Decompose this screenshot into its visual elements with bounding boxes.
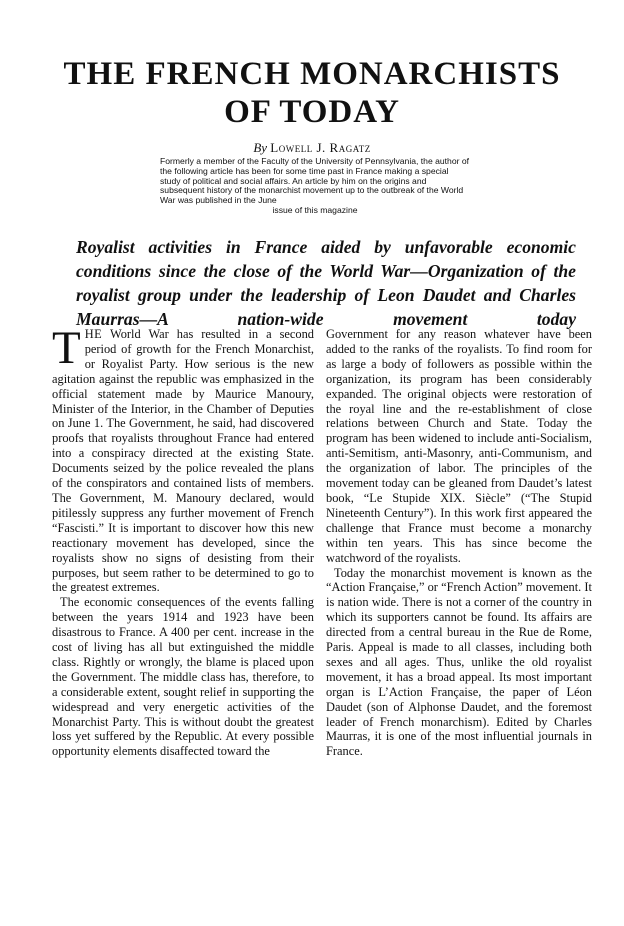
author-note-last-line: issue of this magazine <box>272 204 358 215</box>
byline-prefix: By <box>253 140 268 155</box>
article-title-line-2: OF TODAY <box>224 94 400 130</box>
article-title-line-1: THE FRENCH MONARCHISTS <box>63 56 561 92</box>
right-paragraph-2: Today the monarchist movement is known as the “Action Française,” or “French Action” movement. It is nation wide. There is not a corner of the country in which its supporters cannot be found. Its affairs are directed from a central bureau in the Rue de Rome, Paris. Appeal is made to all classes, including both sexes and all ages. Thus, unlike the old royalist movement, it has a broad appeal. Its most important organ is L’Action Française, the paper of Léon Daudet (son of Alphonse Daudet, and the foremost leader of French monarchism). Edited by Charles Maurras, it is one of the most influential journals in France. <box>326 565 592 759</box>
right-column <box>326 327 592 759</box>
author-name: Lowell J. Ragatz <box>270 140 371 155</box>
article-deck: Royalist activities in France aided by unfavorable economic conditions since the close of the World War—Organization of the royalist group under the leadership of Leon Daudet and Charles Maurras—A nation-wide movement today <box>76 237 576 329</box>
byline <box>0 140 624 156</box>
left-paragraph-1 <box>52 322 314 595</box>
left-paragraph-2: The economic consequences of the events falling between the years 1914 and 1923 have been disastrous to France. A 400 per cent. increase in the cost of living has all but extinguished the middle class. Rightly or wrongly, the blame is placed upon the Government. The middle class has, therefore, to a considerable extent, sought relief in supporting the widespread and very energetic activities of the Monarchist Party. This is without doubt the greatest loss yet suffered by the Republic. At every possible opportunity elements disaffected toward the <box>52 595 314 759</box>
author-note-text: Formerly a member of the Faculty of the University of Pennsylvania, the author of the following article has been for some time past in France making a special study of political and social affairs. An article by him on the origins and subsequent history of the monarchist movement up to the outbreak of the World War was published in the June <box>160 156 470 206</box>
left-paragraph-1-text: World War has resulted in a second period of growth for the French Monarchist, or Royalist Party. How serious is the new agitation against the republic was emphasized in the official statement made by Maurice Manoury, Minister of the Interior, in the Chamber of Deputies on June 1. The Government, he said, had discovered proofs that royalists throughout France had entered into a conspiracy directed at the existing State. Documents seized by the police revealed the plans of the conspirators and contained lists of members. The Government, M. Manoury declared, would pitilessly suppress any further movement of French “Fascisti.” It is important to discover how this new reactionary movement has developed, since the royalists show no signs of desisting from their purposes, but seem rather to be determined to go to the greatest extremes. <box>52 327 314 595</box>
drop-cap: T <box>52 322 81 374</box>
author-note <box>160 157 470 216</box>
lead-caps: HE <box>84 327 103 341</box>
right-paragraph-1: Government for any reason whatever have been added to the ranks of the royalists. To find room for as large a body of followers as possible within the organization, its program has been considerably expanded. The original objects were restoration of the royal line and the re-establishment of close relations between Church and State. Today the program has been widened to include anti-Socialism, anti-Semitism, anti-Masonry, anti-Communism, and the organization of labor. The principles of the movement today can be gleaned from Daudet’s latest book, “Le Stupide XIX. Siècle” (“The Stupid Nineteenth Century”). In this work first appeared the challenge that France must become a monarchy within ten years. This has since become the watchword of the royalists. <box>326 327 592 565</box>
left-column <box>52 322 314 759</box>
